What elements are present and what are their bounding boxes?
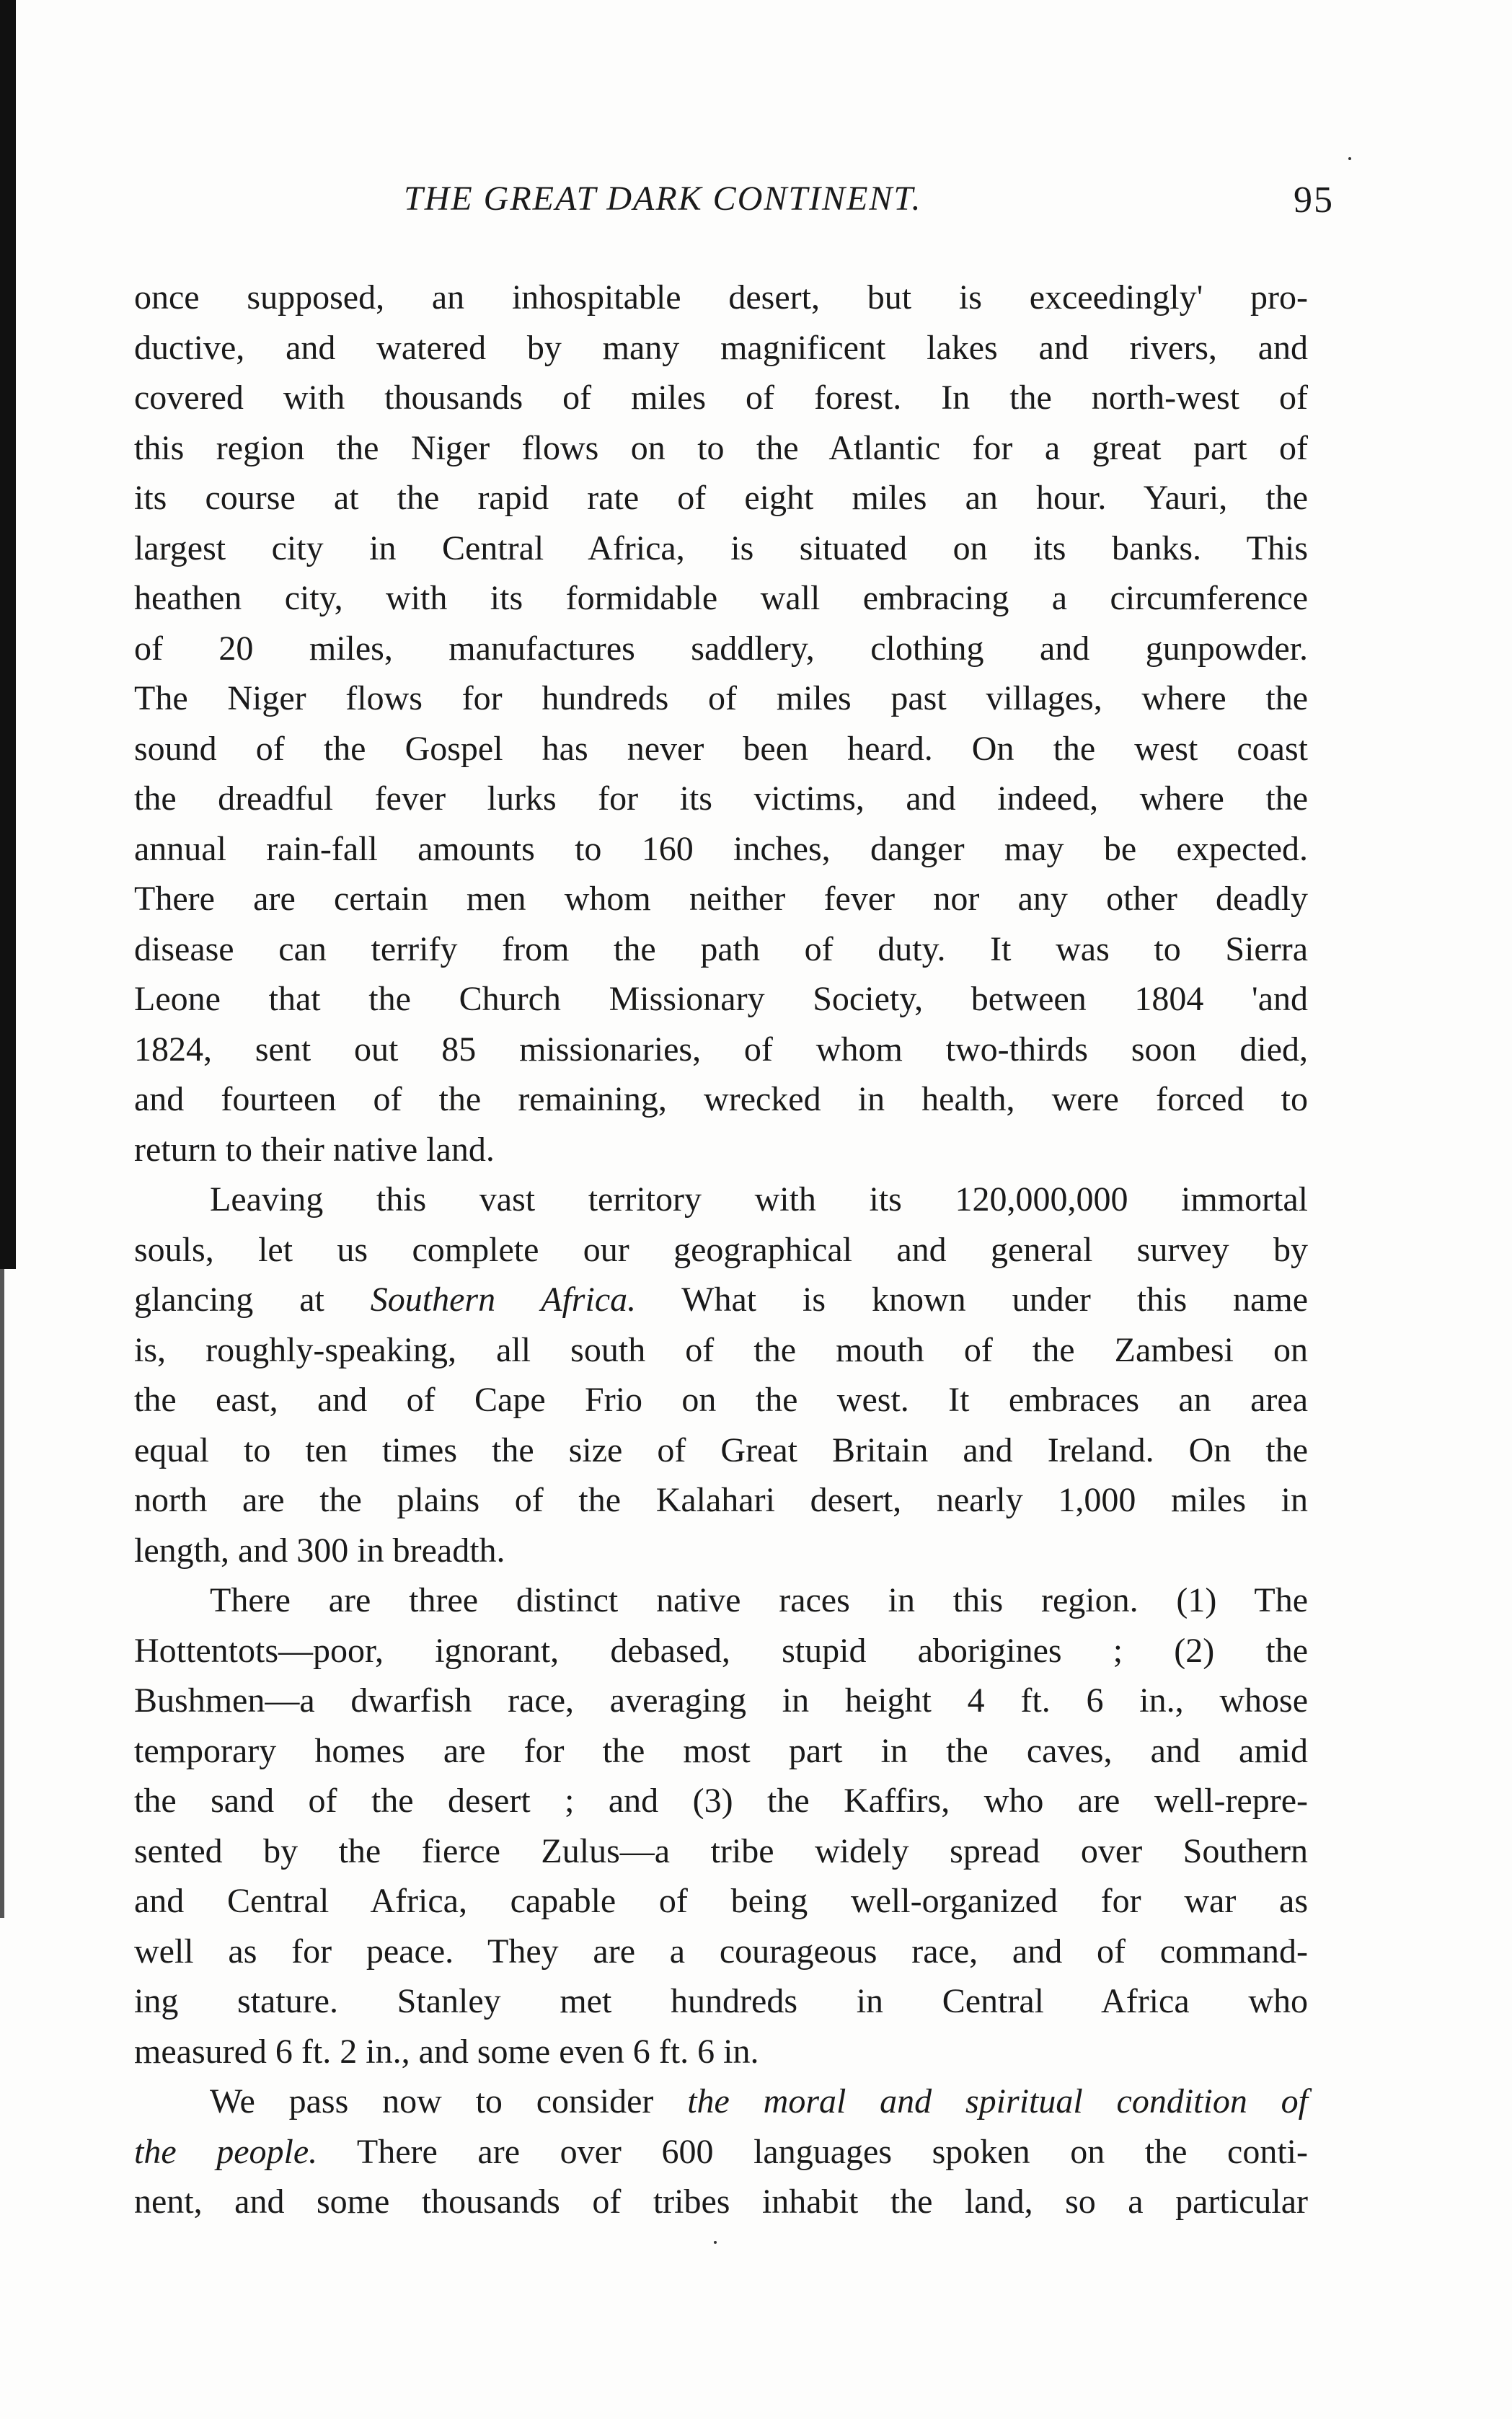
text-line [134, 273, 1308, 323]
text-line [134, 1526, 1308, 1576]
text-run: the dreadful fever lurks for its victims, and indeed, where the [134, 779, 1308, 818]
text-line [134, 974, 1308, 1025]
text-run: souls, let us complete our geographical and general survey by [134, 1230, 1308, 1269]
text-line [134, 1175, 1308, 1225]
text-line [134, 1025, 1308, 1075]
text-run: measured 6 ft. 2 in., and some even 6 ft. 6 in. [134, 2032, 759, 2071]
text-run: Hottentots—poor, ignorant, debased, stupid aborigines ; (2) the [134, 1631, 1308, 1670]
text-run: and fourteen of the remaining, wrecked in health, were forced to [134, 1080, 1308, 1118]
text-run: return to their native land. [134, 1130, 495, 1169]
text-run: ing stature. Stanley met hundreds in Central Africa who [134, 1982, 1308, 2020]
text-run: 1824, sent out 85 missionaries, of whom two-thirds soon died, [134, 1030, 1308, 1069]
text-line [134, 1776, 1308, 1826]
text-run: Leaving this vast territory with its 120,000,000 immortal [210, 1180, 1308, 1219]
binding-edge [0, 0, 16, 1269]
text-line [134, 323, 1308, 373]
text-line [134, 1125, 1308, 1175]
italic-phrase: the people. [134, 2132, 318, 2171]
text-run: Bushmen—a dwarfish race, averaging in height 4 ft. 6 in., whose [134, 1681, 1308, 1720]
running-title: THE GREAT DARK CONTINENT. [404, 180, 922, 218]
text-line [134, 1726, 1308, 1777]
scan-speck [1348, 157, 1351, 160]
text-run: its course at the rapid rate of eight miles an hour. Yauri, the [134, 479, 1308, 517]
text-run: sound of the Gospel has never been heard. On the west coast [134, 729, 1308, 768]
text-line [134, 1375, 1308, 1425]
text-line [134, 2077, 1308, 2127]
text-run: What is known under this name [636, 1281, 1308, 1319]
page-number: 95 [1294, 180, 1334, 221]
text-line [134, 924, 1308, 975]
text-run: disease can terrify from the path of duty. It was to Sierra [134, 929, 1308, 968]
text-run: There are certain men whom neither fever nor any other deadly [134, 880, 1308, 918]
text-run: Leone that the Church Missionary Society, between 1804 'and [134, 980, 1308, 1018]
text-line [134, 2127, 1308, 2177]
running-head [404, 179, 1334, 229]
text-run: We pass now to consider [210, 2082, 688, 2121]
text-run: length, and 300 in breadth. [134, 1531, 505, 1570]
text-run: this region the Niger flows on to the Atlantic for a great part of [134, 428, 1308, 467]
text-line [134, 1325, 1308, 1376]
text-run: of 20 miles, manufactures saddlery, clothing and gunpowder. [134, 629, 1308, 668]
italic-phrase: the moral and spiritual condition of [687, 2082, 1308, 2121]
text-line [134, 824, 1308, 875]
text-line [134, 1876, 1308, 1927]
text-line [134, 724, 1308, 774]
text-line [134, 1676, 1308, 1726]
text-line [134, 624, 1308, 674]
text-run: is, roughly-speaking, all south of the mouth of the Zambesi on [134, 1330, 1308, 1369]
text-line [134, 1074, 1308, 1125]
text-run: glancing at [134, 1281, 371, 1319]
text-line [134, 2027, 1308, 2077]
text-line [134, 1826, 1308, 1877]
text-run: nent, and some thousands of tribes inhabit the land, so a particular [134, 2183, 1308, 2221]
text-line [134, 523, 1308, 574]
text-line [134, 1225, 1308, 1275]
body-text [134, 273, 1308, 2227]
text-run: largest city in Central Africa, is situated on its banks. This [134, 529, 1308, 567]
text-run: the east, and of Cape Frio on the west. It embraces an area [134, 1381, 1308, 1419]
text-line [134, 1575, 1308, 1626]
text-run: There are over 600 languages spoken on the conti- [317, 2132, 1308, 2171]
text-line [134, 373, 1308, 423]
text-run: the sand of the desert ; and (3) the Kaffirs, who are well-repre- [134, 1782, 1308, 1820]
text-line [134, 473, 1308, 523]
text-line [134, 1626, 1308, 1676]
text-run: once supposed, an inhospitable desert, but is exceedingly' pro- [134, 278, 1308, 317]
text-run: The Niger flows for hundreds of miles past villages, where the [134, 679, 1308, 717]
text-run: ductive, and watered by many magnificent lakes and rivers, and [134, 328, 1308, 367]
text-line [134, 2177, 1308, 2227]
text-run: sented by the fierce Zulus—a tribe widely spread over Southern [134, 1831, 1308, 1870]
text-line [134, 573, 1308, 624]
text-line [134, 423, 1308, 474]
text-run: There are three distinct native races in this region. (1) The [210, 1581, 1308, 1619]
text-line [134, 1275, 1308, 1325]
text-run: covered with thousands of miles of forest. In the north-west of [134, 379, 1308, 417]
text-run: annual rain-fall amounts to 160 inches, danger may be expected. [134, 829, 1308, 868]
text-run: well as for peace. They are a courageous race, and of command- [134, 1932, 1308, 1971]
text-run: north are the plains of the Kalahari desert, nearly 1,000 miles in [134, 1481, 1308, 1519]
text-run: temporary homes are for the most part in the caves, and amid [134, 1731, 1308, 1770]
text-line [134, 673, 1308, 724]
italic-phrase: Southern Africa. [370, 1281, 637, 1319]
text-run: and Central Africa, capable of being well-organized for war as [134, 1882, 1308, 1920]
binding-edge-shadow [0, 1269, 4, 1918]
scan-speck [714, 2241, 717, 2244]
text-line [134, 874, 1308, 924]
text-line [134, 1425, 1308, 1476]
text-line [134, 1927, 1308, 1977]
text-line [134, 1976, 1308, 2027]
text-run: heathen city, with its formidable wall embracing a circumference [134, 579, 1308, 617]
text-run: equal to ten times the size of Great Britain and Ireland. On the [134, 1430, 1308, 1469]
text-line [134, 1475, 1308, 1526]
text-line [134, 774, 1308, 824]
